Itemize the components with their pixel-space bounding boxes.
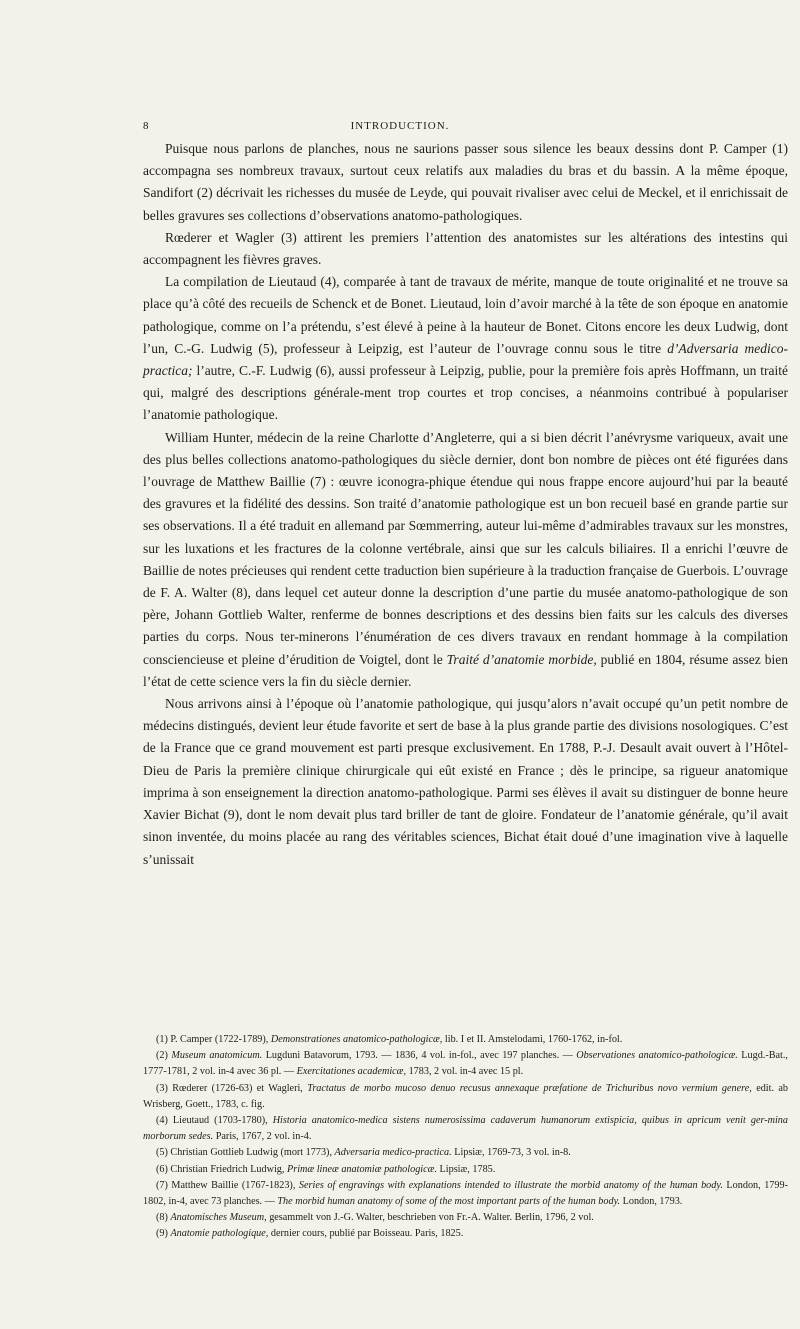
running-head <box>0 120 800 136</box>
text-run: gesammelt von J.-G. Walter, beschrieben von Fr.-A. Walter. Berlin, 1796, 2 vol. <box>266 1212 594 1224</box>
italic-title-text: Anatomie pathologique, <box>170 1228 269 1240</box>
text-run: William Hunter, médecin de la reine Charlotte d’Angleterre, qui a si bien décrit l’anévrysme variqueux, avait une des plus belles collections anatomo-pathologiques du siècle dernier, dont bon nombre de pièces ont été figurées dans l’ouvrage de Matthew Baillie (7) : œuvre iconogra-phique étendue qui nous frappe encore aujourd’hui par la beauté des gravures et la fidélité des dessins. Son traité d’anatomie pathologique est un bon recueil basé en grande partie sur ses observations. Il a été traduit en allemand par Sœmmerring, auteur lui-même d’admirables travaux sur les monstres, sur les luxations et les fractures de la colonne vertébrale, ainsi que sur les calculs biliaires. Il a enrichi l’œuvre de Baillie de notes précieuses qui rendent cette traduction bien supérieure à la traduction française de Guerbois. L’ouvrage de F. A. Walter (8), dans lequel cet auteur donne la description d’une partie du musée anatomo-pathologique de son père, Johann Gottlieb Walter, renferme de bonnes descriptions et des dessins bien faits sur les calculs des diverses parties du corps. Nous ter-minerons l’énumération de ces divers travaux en rendant hommage à la compilation consciencieuse et pleine d’érudition de Voigtel, dont le <box>143 429 788 667</box>
footnote <box>143 1178 788 1210</box>
text-run: (2) <box>156 1050 172 1062</box>
text-run: Nous arrivons ainsi à l’époque où l’anatomie pathologique, qui jusqu’alors n’avait occupé qu’un petit nombre de médecins distingués, devient leur étude favorite et sert de base à la plus grande partie des divisions nosologiques. C’est de la France que ce grand mouvement est parti presque exclusivement. En 1788, P.-J. Desault avait ouvert à l’Hôtel-Dieu de Paris la première clinique chirurgicale qui eût existé en France ; dès le principe, sa rigueur anatomique imprima à son enseignement la direction anatomo-pathologique. Parmi ses élèves il avait su distinguer de bonne heure Xavier Bichat (9), dont le nom devait plus tard briller de tant de gloire. Fondateur de l’anatomie générale, qu’il avait sinon inventée, du moins placée au rang des véritables sciences, Bichat était doué d’une imagination vive à laquelle s’unissait <box>143 696 788 867</box>
text-run: (4) Lieutaud (1703-1780), <box>156 1115 273 1127</box>
paragraph <box>143 271 788 426</box>
text-run: l’autre, C.-F. Ludwig (6), aussi professeur à Leipzig, publie, pour la première fois après Hoffmann, un traité qui, malgré des descriptions générale-ment trop courtes et trop concises, a néanmoins contribué à populariser l’anatomie pathologique. <box>143 363 788 423</box>
italic-title-text: Anatomisches Museum, <box>170 1212 267 1224</box>
italic-title-text: Exercitationes academicæ, <box>296 1066 407 1078</box>
italic-title-text: Series of engravings with explanations intended to illustrate the morbid anatomy of the human body. <box>298 1179 723 1191</box>
italic-title-text: Primæ lineæ anatomiæ pathologicæ. <box>287 1163 437 1175</box>
text-run: London, 1799-1802, in-4, avec 73 planches. — <box>143 1179 788 1208</box>
text-run: 1783, 2 vol. in-4 avec 15 pl. <box>406 1066 524 1078</box>
italic-title-text: Tractatus de morbo mucoso denuo recusus annexaque præfatione de Trichuribus novo vermium genere, <box>307 1082 752 1094</box>
text-run: edit. ab Wrisberg, Goett., 1783, c. fig. <box>143 1082 788 1110</box>
text-run: Lipsiæ, 1769-73, 3 vol. in-8. <box>451 1147 571 1159</box>
running-title: INTRODUCTION. <box>350 120 450 132</box>
text-run: (8) <box>156 1212 171 1224</box>
footnotes <box>143 1032 788 1243</box>
text-run: London, 1793. <box>620 1196 683 1208</box>
text-run: lib. I et II. Amstelodami, 1760-1762, in-fol. <box>442 1034 623 1045</box>
italic-title-text: Historia anatomico-medica sistens numerosissima cadaverum humanorum extispicia, quibus in apricum venit ger-mina morborum sedes. <box>143 1115 788 1143</box>
italic-title-text: Adversaria medico-practica. <box>334 1147 452 1159</box>
text-run: Lugduni Batavorum, 1793. — 1836, 4 vol. in-fol., avec 197 planches. — <box>262 1050 577 1062</box>
paragraph <box>143 227 788 271</box>
page-number: 8 <box>143 120 149 132</box>
text-run: (5) Christian Gottlieb Ludwig (mort 1773), <box>156 1147 335 1159</box>
paragraph <box>143 693 788 871</box>
body-text <box>143 138 788 871</box>
text-run: (1) P. Camper (1722-1789), <box>156 1034 271 1045</box>
italic-title-text: Observationes anatomico-pathologicæ. <box>576 1050 738 1062</box>
paragraph <box>143 138 788 227</box>
paragraph <box>143 427 788 693</box>
text-run: Lugd.-Bat., 1777-1781, 2 vol. in-4 avec 36 pl. — <box>143 1050 788 1078</box>
footnote <box>143 1210 788 1226</box>
footnote <box>143 1113 788 1145</box>
footnote <box>143 1081 788 1113</box>
text-run: (7) Matthew Baillie (1767-1823), <box>156 1179 299 1191</box>
italic-title-text: Museum anatomicum. <box>171 1050 263 1062</box>
text-run: (6) Christian Friedrich Ludwig, <box>156 1163 287 1175</box>
footnote <box>143 1145 788 1161</box>
text-run: publié en 1804, résume assez bien l’état de cette science vers la fin du siècle dernier. <box>143 651 788 689</box>
text-run: Lipsiæ, 1785. <box>437 1163 496 1175</box>
text-run: dernier cours, publié par Boisseau. Paris, 1825. <box>268 1228 464 1240</box>
italic-title-text: Traité d’anatomie morbide, <box>446 651 597 667</box>
text-run: Rœderer et Wagler (3) attirent les premiers l’attention des anatomistes sur les altérations des intestins qui accompagnent les fièvres graves. <box>143 229 788 268</box>
italic-title-text: The morbid human anatomy of some of the most important parts of the human body. <box>277 1196 621 1208</box>
italic-title-text: d’Adversaria medico-practica; <box>143 340 789 379</box>
text-run: (9) <box>156 1228 171 1240</box>
italic-title-text: Demonstrationes anatomico-pathologicæ, <box>270 1034 443 1045</box>
text-run: La compilation de Lieutaud (4), comparée à tant de travaux de mérite, manque de toute originalité et ne trouve sa place qu’à côté des recueils de Schenck et de Bonet. Lieutaud, loin d’avoir marché à la tête de son époque en anatomie pathologique, comme on l’a prétendu, s’est élevé à peine à la hauteur de Bonet. Citons encore les deux Ludwig, dont l’un, C.-G. Ludwig (5), professeur à Leipzig, est l’auteur de l’ouvrage connu sous le titre <box>143 274 788 356</box>
text-run: (3) Rœderer (1726-63) et Wagleri, <box>156 1082 308 1094</box>
footnote <box>143 1226 788 1242</box>
footnote <box>143 1032 788 1048</box>
footnote <box>143 1048 788 1080</box>
text-run: Puisque nous parlons de planches, nous ne saurions passer sous silence les beaux dessins dont P. Camper (1) accompagna ses nombreux travaux, surtout ceux relatifs aux maladies du bras et du bassin. A la même époque, Sandifort (2) décrivait les richesses du musée de Leyde, qui pouvait rivaliser avec celui de Meckel, et il enrichissait de belles gravures ses collections d’observations anatomo-pathologiques. <box>143 141 788 223</box>
footnote <box>143 1162 788 1178</box>
text-run: Paris, 1767, 2 vol. in-4. <box>213 1131 312 1143</box>
